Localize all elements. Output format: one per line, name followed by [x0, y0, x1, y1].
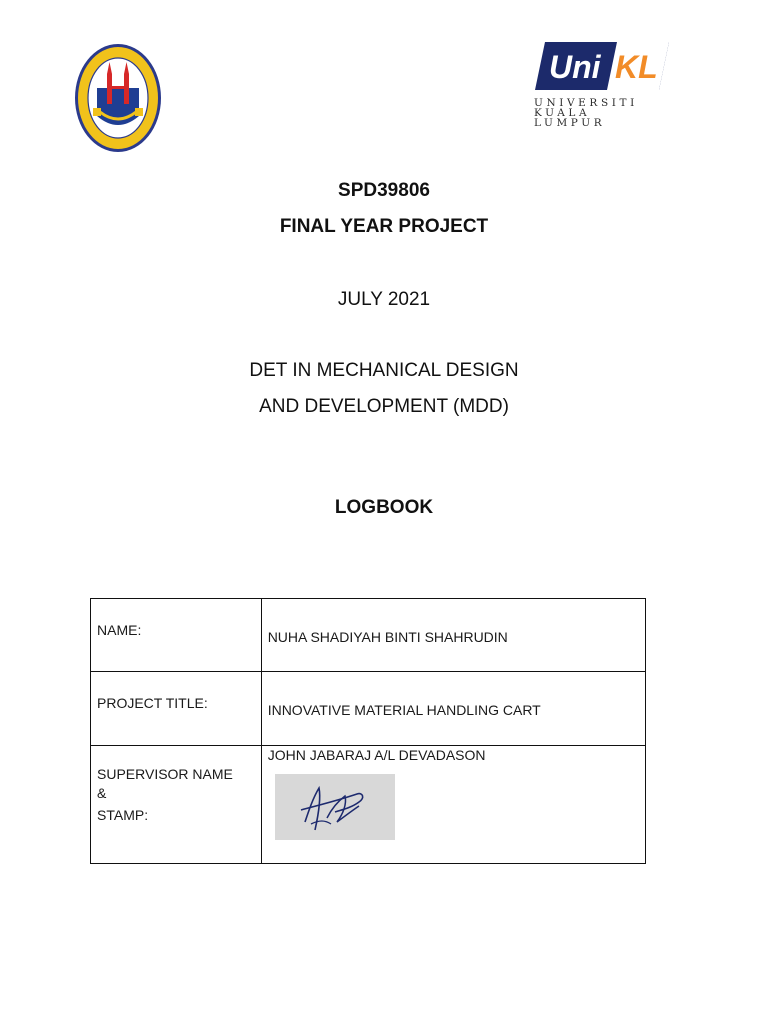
supervisor-label-line1: SUPERVISOR NAME — [97, 766, 233, 782]
name-label-cell — [91, 599, 262, 672]
supervisor-signature-image — [275, 774, 395, 840]
unikl-subtitle-line1: UNIVERSITI — [534, 97, 638, 109]
supervisor-value-cell — [261, 746, 645, 864]
project-title-label-cell — [91, 672, 262, 746]
unikl-logo — [531, 40, 671, 129]
name-value-cell — [261, 599, 645, 672]
project-title: INNOVATIVE MATERIAL HANDLING CART — [267, 702, 541, 718]
university-crest-logo — [73, 42, 163, 154]
document-type: LOGBOOK — [334, 497, 434, 518]
unikl-subtitle — [534, 98, 668, 128]
table-row-project-title — [91, 672, 646, 746]
course-name: FINAL YEAR PROJECT — [279, 216, 489, 237]
unikl-wordmark — [535, 42, 669, 90]
unikl-subtitle-line2: KUALA LUMPUR — [534, 107, 606, 129]
student-info-table — [90, 598, 646, 864]
programme-line-1: DET IN MECHANICAL DESIGN — [249, 360, 519, 381]
student-name: NUHA SHADIYAH BINTI SHAHRUDIN — [267, 629, 508, 645]
supervisor-label — [97, 765, 233, 825]
supervisor-label-line2: & — [97, 785, 107, 801]
project-title-label: PROJECT TITLE: — [97, 695, 208, 711]
project-title-value-cell — [261, 672, 645, 746]
name-label: NAME: — [97, 622, 142, 638]
session-date: JULY 2021 — [337, 289, 431, 310]
unikl-uni-text: Uni — [549, 49, 601, 85]
supervisor-label-line3: STAMP: — [97, 807, 149, 823]
table-row-name — [91, 599, 646, 672]
supervisor-name: JOHN JABARAJ A/L DEVADASON — [267, 747, 486, 763]
crest-graphic — [73, 42, 163, 154]
supervisor-label-cell — [91, 746, 262, 864]
programme-line-2: AND DEVELOPMENT (MDD) — [259, 396, 509, 417]
table-row-supervisor — [91, 746, 646, 864]
course-code: SPD39806 — [338, 180, 430, 201]
unikl-kl-text: KL — [615, 49, 658, 85]
